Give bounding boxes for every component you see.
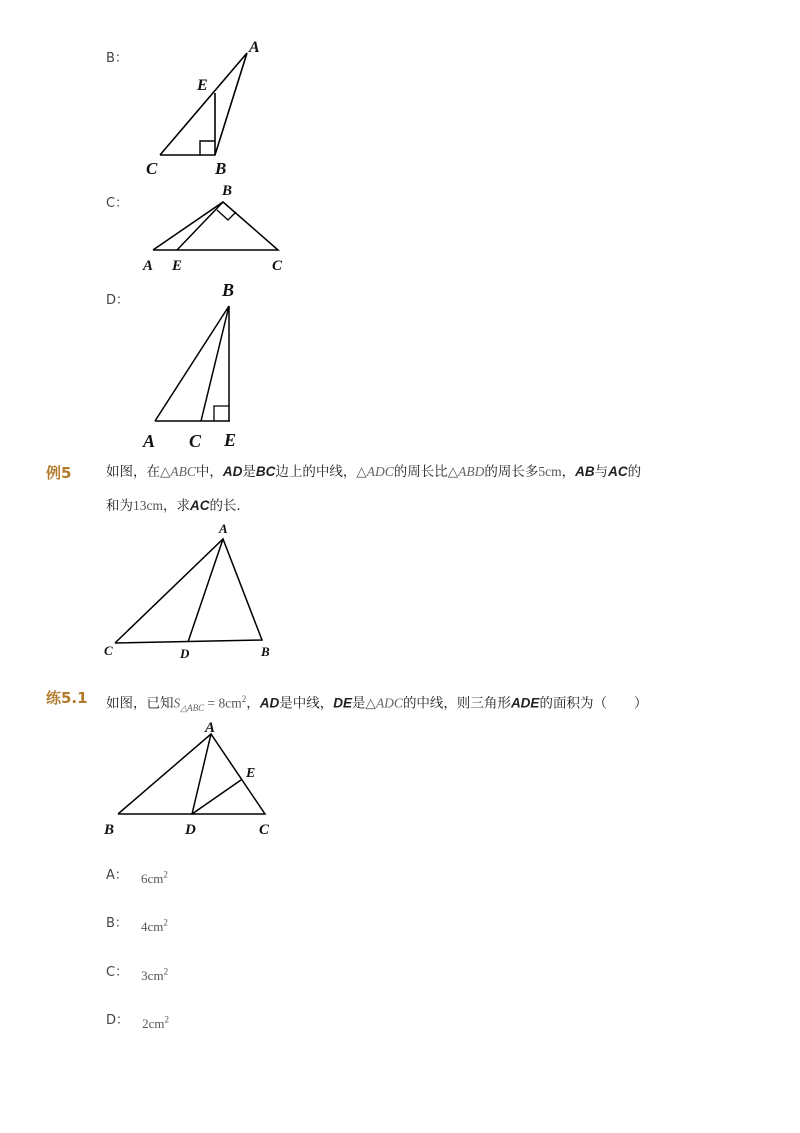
label-a: A — [143, 258, 154, 274]
right-angle-mark — [214, 406, 229, 421]
example-5-text-line2: 和为13cm，求AC的长． — [106, 498, 250, 514]
label-d: D — [185, 822, 196, 838]
triangle-abc-lines — [115, 539, 262, 643]
answer-option-c[interactable]: C： $_{3cm^2}$ — [106, 965, 169, 983]
label-a: A — [143, 431, 156, 451]
label-b: B — [215, 159, 227, 178]
label-a: A — [219, 521, 228, 536]
figure-option-b — [140, 35, 280, 180]
practice-5-1-text: 如图，已知$S_{\triangle ABC} = 8cm^2$，AD是中线，DE是△ADC的中线，则三角形ADE的面积为（ ） — [106, 694, 648, 714]
option-d-label: D： — [106, 293, 130, 308]
answer-option-a[interactable]: A： $_{6cm^2}$ — [106, 868, 168, 886]
right-angle-mark — [200, 141, 215, 155]
label-c: C — [146, 159, 158, 178]
triangle-abc-lines — [160, 53, 247, 155]
answer-option-b[interactable]: B： $_{4cm^2}$ — [106, 916, 168, 934]
label-c: C — [104, 643, 113, 658]
median-ad — [188, 539, 223, 642]
label-b: B — [222, 183, 233, 199]
example-tag: 例5 — [46, 464, 72, 482]
figure-example-5 — [98, 518, 283, 663]
label-c: C — [272, 258, 283, 274]
label-c: C — [259, 822, 270, 838]
option-b-label: B： — [106, 51, 128, 66]
label-d: D — [180, 646, 190, 661]
option-c-label: C： — [106, 196, 129, 211]
triangle-abc-lines — [118, 734, 265, 814]
figure-option-c — [135, 178, 300, 278]
label-b: B — [222, 280, 235, 300]
figure-option-d — [140, 278, 255, 453]
example-5-text-line1: 如图，在△ABC中，AD是BC边上的中线，△ADC的周长比△ABD的周长多5cm，AB与AC的 — [106, 464, 642, 480]
label-e: E — [197, 77, 208, 94]
figure-practice-5-1 — [98, 712, 283, 842]
label-a: A — [249, 39, 260, 56]
label-e: E — [172, 258, 183, 274]
triangle-abc-lines — [155, 306, 229, 421]
segment-be — [177, 202, 223, 250]
label-b: B — [104, 822, 115, 838]
label-e: E — [246, 766, 256, 781]
practice-tag: 练5.1 — [46, 689, 88, 707]
answer-option-d[interactable]: D： $_{2cm^2}$ — [106, 1013, 169, 1031]
label-a: A — [205, 720, 216, 736]
label-c: C — [189, 431, 202, 451]
label-e: E — [224, 430, 237, 450]
label-b: B — [261, 644, 270, 659]
